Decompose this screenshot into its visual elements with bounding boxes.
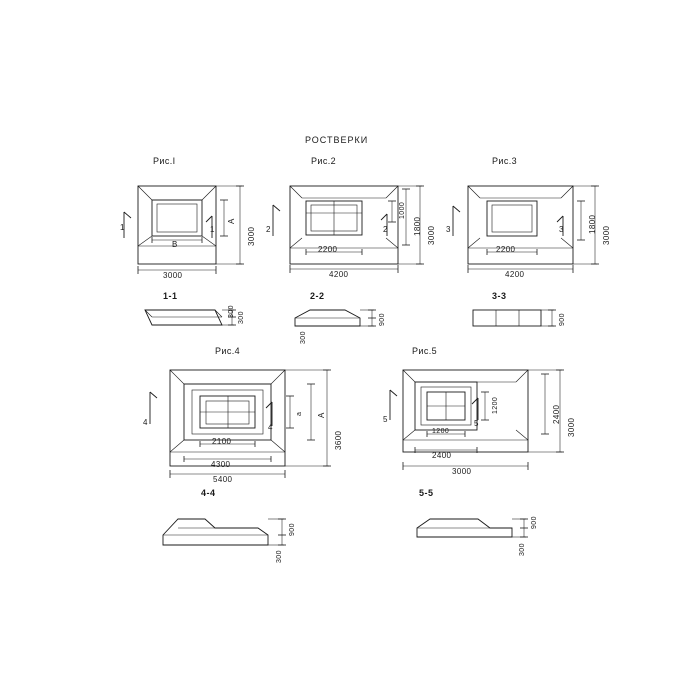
fig4-dim-right-inner: А [317, 412, 326, 418]
fig5-dim-right: 3000 [567, 417, 576, 437]
fig2-dim-bottom: 4200 [329, 270, 349, 279]
fig5-section-mark-left: 5 [383, 415, 388, 424]
figure-caption-4: Рис.4 [215, 346, 241, 356]
fig4-dim-middle: 4300 [211, 460, 231, 469]
fig3-dim-right-inner: 1800 [588, 214, 597, 234]
fig5-dim-right-inner: 2400 [552, 404, 561, 424]
fig2-section-mark-right: 2 [383, 225, 388, 234]
fig3-dim-bottom: 4200 [505, 270, 525, 279]
fig4-section-mark-right: 4 [268, 423, 273, 432]
fig2-section-dim-2: 300 [300, 331, 307, 344]
fig3-section-mark-left: 3 [446, 225, 451, 234]
fig5-dim-inner-bottom: 1200 [432, 428, 450, 435]
fig3-dim-right: 3000 [602, 225, 611, 245]
fig4-dim-bottom: 5400 [213, 475, 233, 484]
fig2-section-mark-left: 2 [266, 225, 271, 234]
fig4-dim-right: 3600 [334, 430, 343, 450]
figure-caption-1: Рис.I [153, 156, 176, 166]
figure-caption-5: Рис.5 [412, 346, 438, 356]
fig4-section-dim-2: 300 [276, 550, 283, 563]
fig1-section-mark-left: 1 [120, 223, 125, 232]
fig5-section-mark-right: 5 [474, 419, 479, 428]
fig5-section-dim-1: 900 [531, 516, 538, 529]
fig1-section-dim-2: 300 [228, 305, 235, 318]
fig4-section-mark-left: 4 [143, 418, 148, 427]
section-label-1-1: 1-1 [163, 291, 178, 301]
section-label-4-4: 4-4 [201, 488, 216, 498]
figure-caption-3: Рис.3 [492, 156, 518, 166]
fig2-dim-right-inner: 1800 [413, 216, 422, 236]
fig5-dim-inner-small: 1200 [492, 396, 499, 414]
fig1-section-dim-1: 300 [238, 311, 245, 324]
fig3-section-mark-right: 3 [559, 225, 564, 234]
fig4-dim-inner-small: а [296, 411, 303, 416]
fig1-dim-right: 3000 [247, 226, 256, 246]
fig5-dim-bottom: 3000 [452, 467, 472, 476]
fig5-section-dim-2: 300 [519, 543, 526, 556]
drawing-title: РОСТВЕРКИ [305, 135, 369, 145]
fig1-dim-bottom: 3000 [163, 271, 183, 280]
section-label-5-5: 5-5 [419, 488, 434, 498]
fig2-dim-inner-small: 1000 [399, 201, 406, 219]
fig2-dim-inner-bottom: 2200 [318, 245, 338, 254]
fig2-dim-right: 3000 [427, 225, 436, 245]
fig4-section-dim-1: 900 [289, 523, 296, 536]
fig1-dim-inner-width: В [172, 240, 178, 249]
fig1-section-mark-right: 1 [210, 225, 215, 234]
fig3-section-dim-1: 900 [559, 313, 566, 326]
fig1-dim-inner-height: А [227, 218, 236, 224]
figure-caption-2: Рис.2 [311, 156, 337, 166]
section-label-3-3: 3-3 [492, 291, 507, 301]
fig2-section-dim-1: 900 [379, 313, 386, 326]
fig5-dim-middle: 2400 [432, 451, 452, 460]
fig3-dim-inner-bottom: 2200 [496, 245, 516, 254]
fig4-dim-inner-bottom: 2100 [212, 437, 232, 446]
section-label-2-2: 2-2 [310, 291, 325, 301]
